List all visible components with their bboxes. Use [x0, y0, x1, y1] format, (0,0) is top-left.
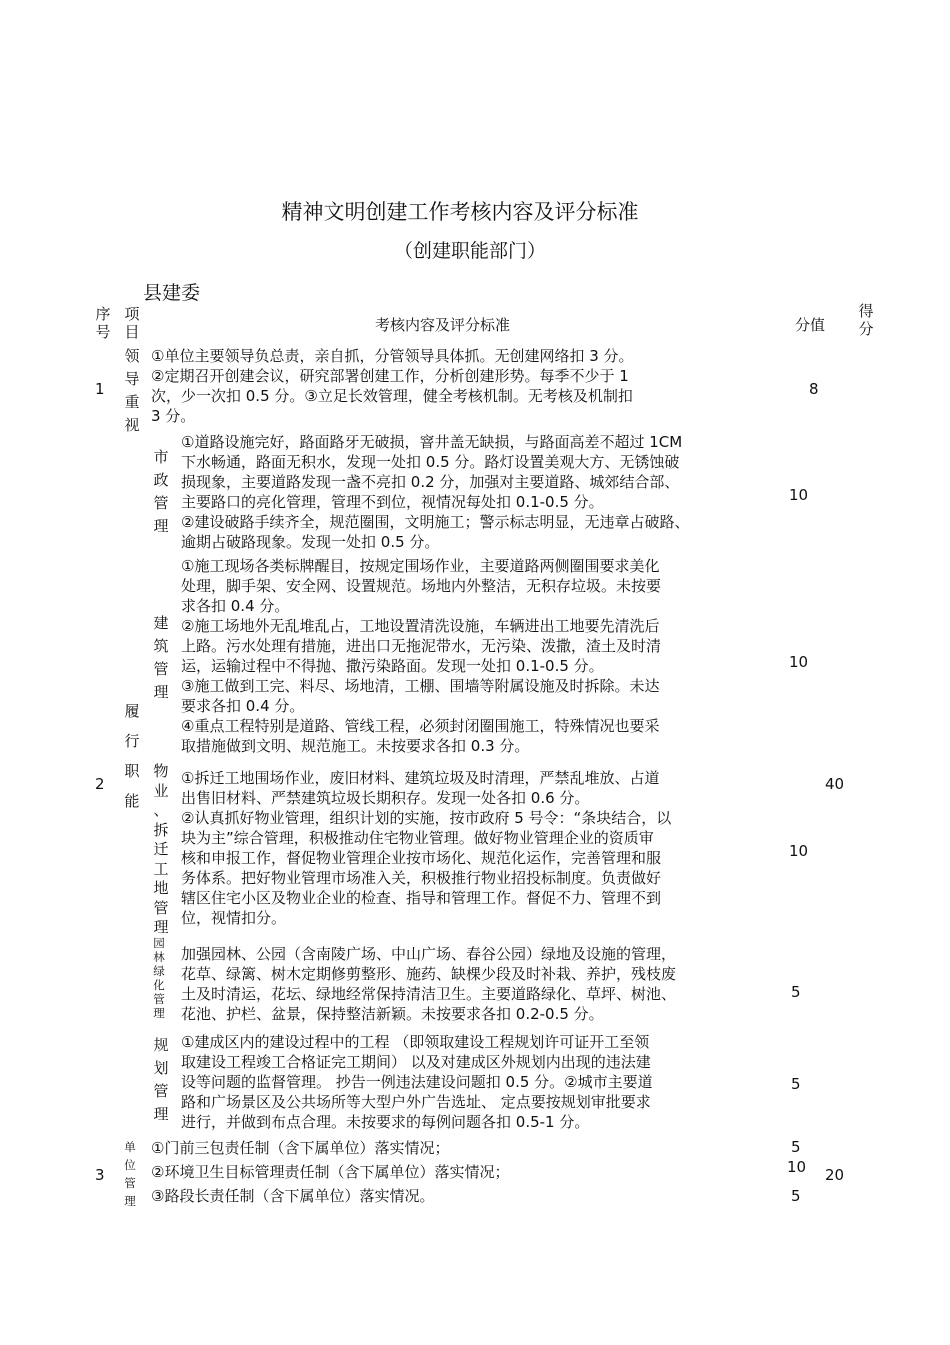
row2-item: 履 行 职 能	[124, 702, 140, 810]
row3-content: ①门前三包责任制（含下属单位）落实情况； ②环境卫生目标管理责任制（含下属单位）落实情况； ③路段长责任制（含下属单位）落实情况。	[151, 1139, 510, 1205]
row3-total: 20	[825, 1166, 845, 1184]
row2-sub1-points: 10	[789, 486, 809, 504]
row2-sub3-name: 物 业 、 拆 迁 工 地 管 理	[153, 762, 169, 936]
row2-sub2-name: 建 筑 管 理	[153, 614, 169, 701]
row2-seq: 2	[95, 775, 105, 793]
row1-seq: 1	[95, 380, 105, 398]
row3-points-1: 5	[791, 1138, 801, 1156]
row1-content: ①单位主要领导负总责，亲自抓，分管领导具体抓。无创建网络扣 3 分。 ②定期召开创建会议，研究部署创建工作，分析创建形势。每季不少于 1 次，少一次扣 0.5 分。③立足长效管理，健全考核机制。无考核及机制扣 3 分。	[151, 347, 634, 425]
header-item: 项 目	[124, 305, 140, 341]
row2-sub4-name: 园 林 绿 化 管 理	[153, 936, 165, 1020]
row2-sub2-points: 10	[789, 653, 809, 671]
row3-item: 单 位 管 理	[124, 1140, 136, 1208]
row3-points-2: 10	[787, 1158, 807, 1176]
row2-sub5-points: 5	[791, 1075, 801, 1093]
page-subtitle: （创建职能部门）	[393, 240, 546, 262]
department-label: 县建委	[143, 282, 201, 304]
row1-item: 领 导 重 视	[124, 347, 140, 434]
row1-points: 8	[809, 380, 819, 398]
row3-seq: 3	[95, 1166, 105, 1184]
row3-points-3: 5	[791, 1187, 801, 1205]
header-content: 考核内容及评分标准	[375, 316, 511, 334]
header-score: 得 分	[858, 302, 874, 338]
row2-sub5-content: ①建成区内的建设过程中的工程 （即领取建设工程规划许可证开工至领 取建设工程竣工合格证完工期间） 以及对建成区外规划内出现的违法建 设等问题的监督管理。 抄告一例违法建设问题扣 0.5 分。②城市主要道 路和广场景区及公共场所等大型户外广告选址、 定点要按规划审批要求 进行，并做到布点合理。未按要求的每例问题各扣 0.5-1 分。	[181, 1033, 653, 1131]
row2-sub2-content: ①施工现场各类标牌醒目，按规定围场作业，主要道路两侧圈围要求美化 处理，脚手架、安全网、设置规范。场地内外整洁，无积存垃圾。未按要 求各扣 0.4 分。 ②施工场地外无乱堆乱占，工地设置清洗设施，车辆进出工地要先清洗后 上路。污水处理有措施，进出口无拖泥带水，无污染、泼撒，渣土及时清 运，运输过程中不得抛、撒污染路面。发现一处扣 0.1-0.5 分。 ③施工做到工完、料尽、场地清，工棚、围墙等附属设施及时拆除。未达 要求各扣 0.4 分。 ④重点工程特别是道路、管线工程，必须封闭圈围施工，特殊情况也要采 取措施做到文明、规范施工。未按要求各扣 0.3 分。	[181, 557, 662, 755]
row2-sub5-name: 规 划 管 理	[153, 1036, 169, 1123]
header-seq: 序 号	[95, 305, 111, 341]
row2-sub3-content: ①拆迁工地围场作业，废旧材料、建筑垃圾及时清理，严禁乱堆放、占道 出售旧材料、严禁建筑垃圾长期积存。发现一处各扣 0.6 分。 ②认真抓好物业管理，组织计划的实施，按市政府 5 号令：“条块结合，以 块为主”综合管理，积极推动住宅物业管理。做好物业管理企业的资质审 核和申报工作，督促物业管理企业按市场化、规范化运作，完善管理和服 务体系。把好物业管理市场准入关，积极推行物业招投标制度。负责做好 辖区住宅小区及物业企业的检查、指导和管理工作。督促不力、管理不到 位，视情扣分。	[181, 769, 672, 927]
page-title: 精神文明创建工作考核内容及评分标准	[281, 200, 639, 224]
row2-sub1-content: ①道路设施完好，路面路牙无破损，窨井盖无缺损，与路面高差不超过 1CM 下水畅通，路面无积水，发现一处扣 0.5 分。路灯设置美观大方、无锈蚀破 损现象，主要道路发现一盏不亮扣 0.2 分，加强对主要道路、城郊结合部、 主要路口的亮化管理，管理不到位，视情况每处扣 0.1-0.5 分。 ②建设破路手续齐全，规范圈围，文明施工；警示标志明显，无违章占破路、 逾期占破路现象。发现一处扣 0.5 分。	[181, 433, 690, 551]
row2-sub4-points: 5	[791, 983, 801, 1001]
row2-sub4-content: 加强园林、公园（含南陵广场、中山广场、春谷公园）绿地及设施的管理， 花草、绿篱、树木定期修剪整形、施药、缺棵少段及时补栽、养护，残枝废 土及时清运，花坛、绿地经常保持清洁卫生。主要道路绿化、草坪、树池、 花池、护栏、盆景，保持整洁新颖。未按要求各扣 0.2-0.5 分。	[181, 945, 677, 1023]
row2-sub1-name: 市 政 管 理	[153, 448, 169, 535]
row2-sub3-points: 10	[789, 842, 809, 860]
header-points: 分值	[795, 316, 826, 334]
row2-total: 40	[825, 775, 845, 793]
